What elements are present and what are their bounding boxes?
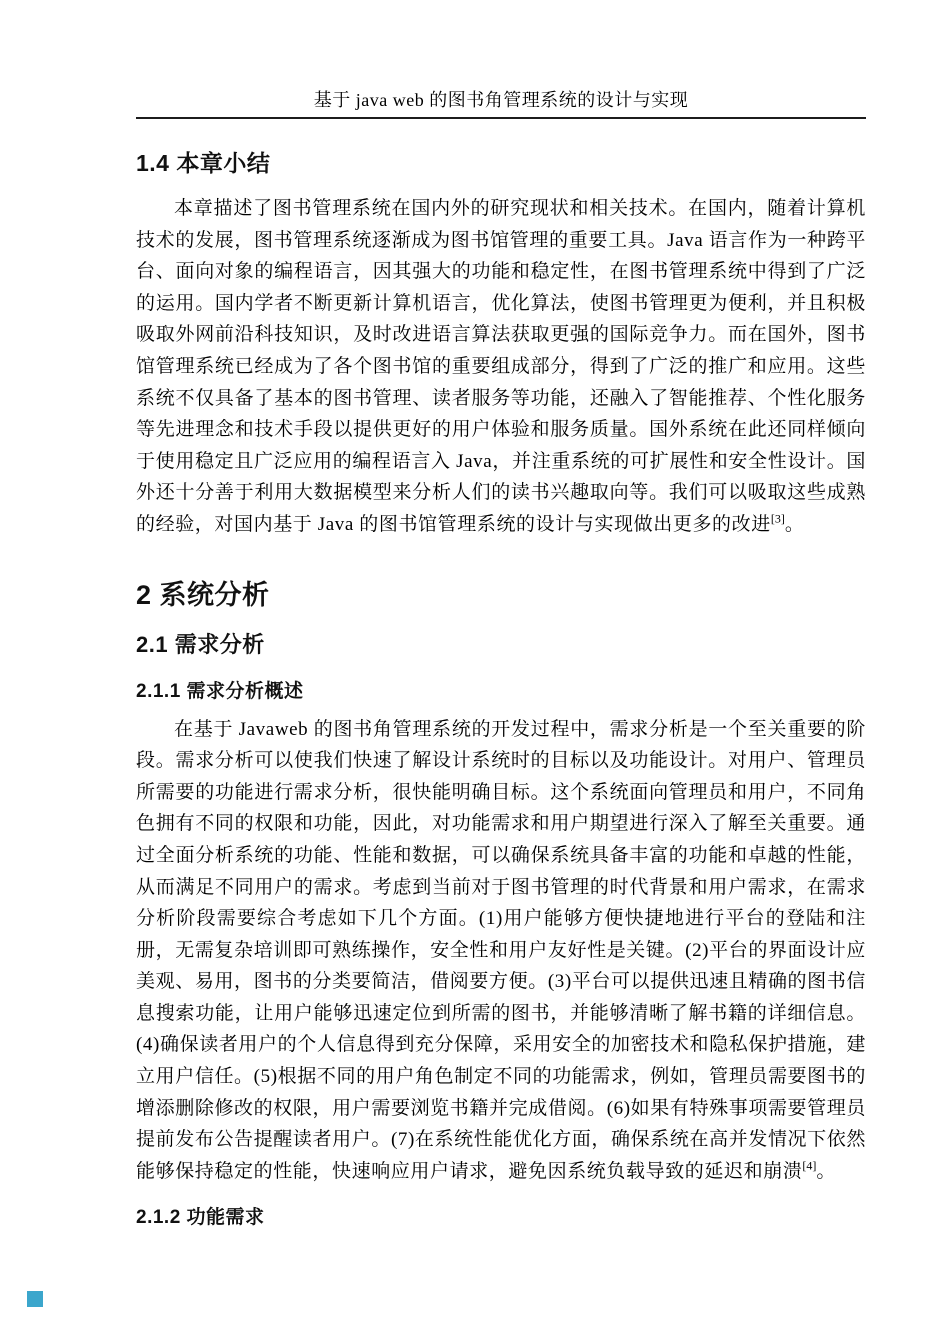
page-content-column [136, 0, 866, 1229]
section-heading-1-4: 1.4 本章小结 [136, 150, 271, 176]
page-header [136, 0, 866, 119]
requirements-overview-text: 在基于 Javaweb 的图书角管理系统的开发过程中，需求分析是一个至关重要的阶段。需求分析可以使我们快速了解设计系统时的目标以及功能设计。对用户、管理员所需要的功能进行需求分析，很快能明确目标。这个系统面向管理员和用户，不同角色拥有不同的权限和功能，因此，对功能需求和用户期望进行深入了解至关重要。通过全面分析系统的功能、性能和数据，可以确保系统具备丰富的功能和卓越的性能，从而满足不同用户的需求。考虑到当前对于图书管理的时代背景和用户需求，在需求分析阶段需要综合考虑如下几个方面。(1)用户能够方便快捷地进行平台的登陆和注册，无需复杂培训即可熟练操作，安全性和用户友好性是关键。(2)平台的界面设计应美观、易用，图书的分类要简洁，借阅要方便。(3)平台可以提供迅速且精确的图书信息搜索功能，让用户能够迅速定位到所需的图书，并能够清晰了解书籍的详细信息。(4)确保读者用户的个人信息得到充分保障，采用安全的加密技术和隐私保护措施，建立用户信任。(5)根据不同的用户角色制定不同的功能需求，例如，管理员需要图书的增添删除修改的权限，用户需要浏览书籍并完成借阅。(6)如果有特殊事项需要管理员提前发布公告提醒读者用户。(7)在系统性能优化方面，确保系统在高并发情况下依然能够保持稳定的性能，快速响应用户请求，避免因系统负载导致的延迟和崩溃 [136, 718, 866, 1182]
chapter-summary-period: 。 [784, 513, 805, 535]
subsection-heading-2-1-1: 2.1.1 需求分析概述 [136, 680, 304, 702]
page-corner-marker [27, 1291, 43, 1307]
citation-ref-4: [4] [802, 1158, 817, 1173]
requirements-overview-paragraph [136, 714, 866, 1188]
chapter-heading-2: 2 系统分析 [136, 579, 270, 610]
running-header-title: 基于 java web 的图书角管理系统的设计与实现 [313, 90, 689, 110]
requirements-overview-period: 。 [816, 1160, 837, 1182]
subsection-heading-2-1-2: 2.1.2 功能需求 [136, 1207, 265, 1229]
section-heading-2-1: 2.1 需求分析 [136, 631, 265, 657]
chapter-summary-text: 本章描述了图书管理系统在国内外的研究现状和相关技术。在国内，随着计算机技术的发展，图书管理系统逐渐成为图书馆管理的重要工具。Java 语言作为一种跨平台、面向对象的编程语言，因其强大的功能和稳定性，在图书管理系统中得到了广泛的运用。国内学者不断更新计算机语言，优化算法，使图书管理更为便利，并且积极吸取外网前沿科技知识，及时改进语言算法获取更强的国际竞争力。而在国外，图书馆管理系统已经成为了各个图书馆的重要组成部分，得到了广泛的推广和应用。这些系统不仅具备了基本的图书管理、读者服务等功能，还融入了智能推荐、个性化服务等先进理念和技术手段以提供更好的用户体验和服务质量。国外系统在此还同样倾向于使用稳定且广泛应用的编程语言入 Java，并注重系统的可扩展性和安全性设计。国外还十分善于利用大数据模型来分析人们的读书兴趣取向等。我们可以吸取这些成熟的经验，对国内基于 Java 的图书馆管理系统的设计与实现做出更多的改进 [136, 198, 866, 535]
chapter-summary-paragraph [136, 193, 866, 541]
citation-ref-3: [3] [770, 511, 785, 526]
